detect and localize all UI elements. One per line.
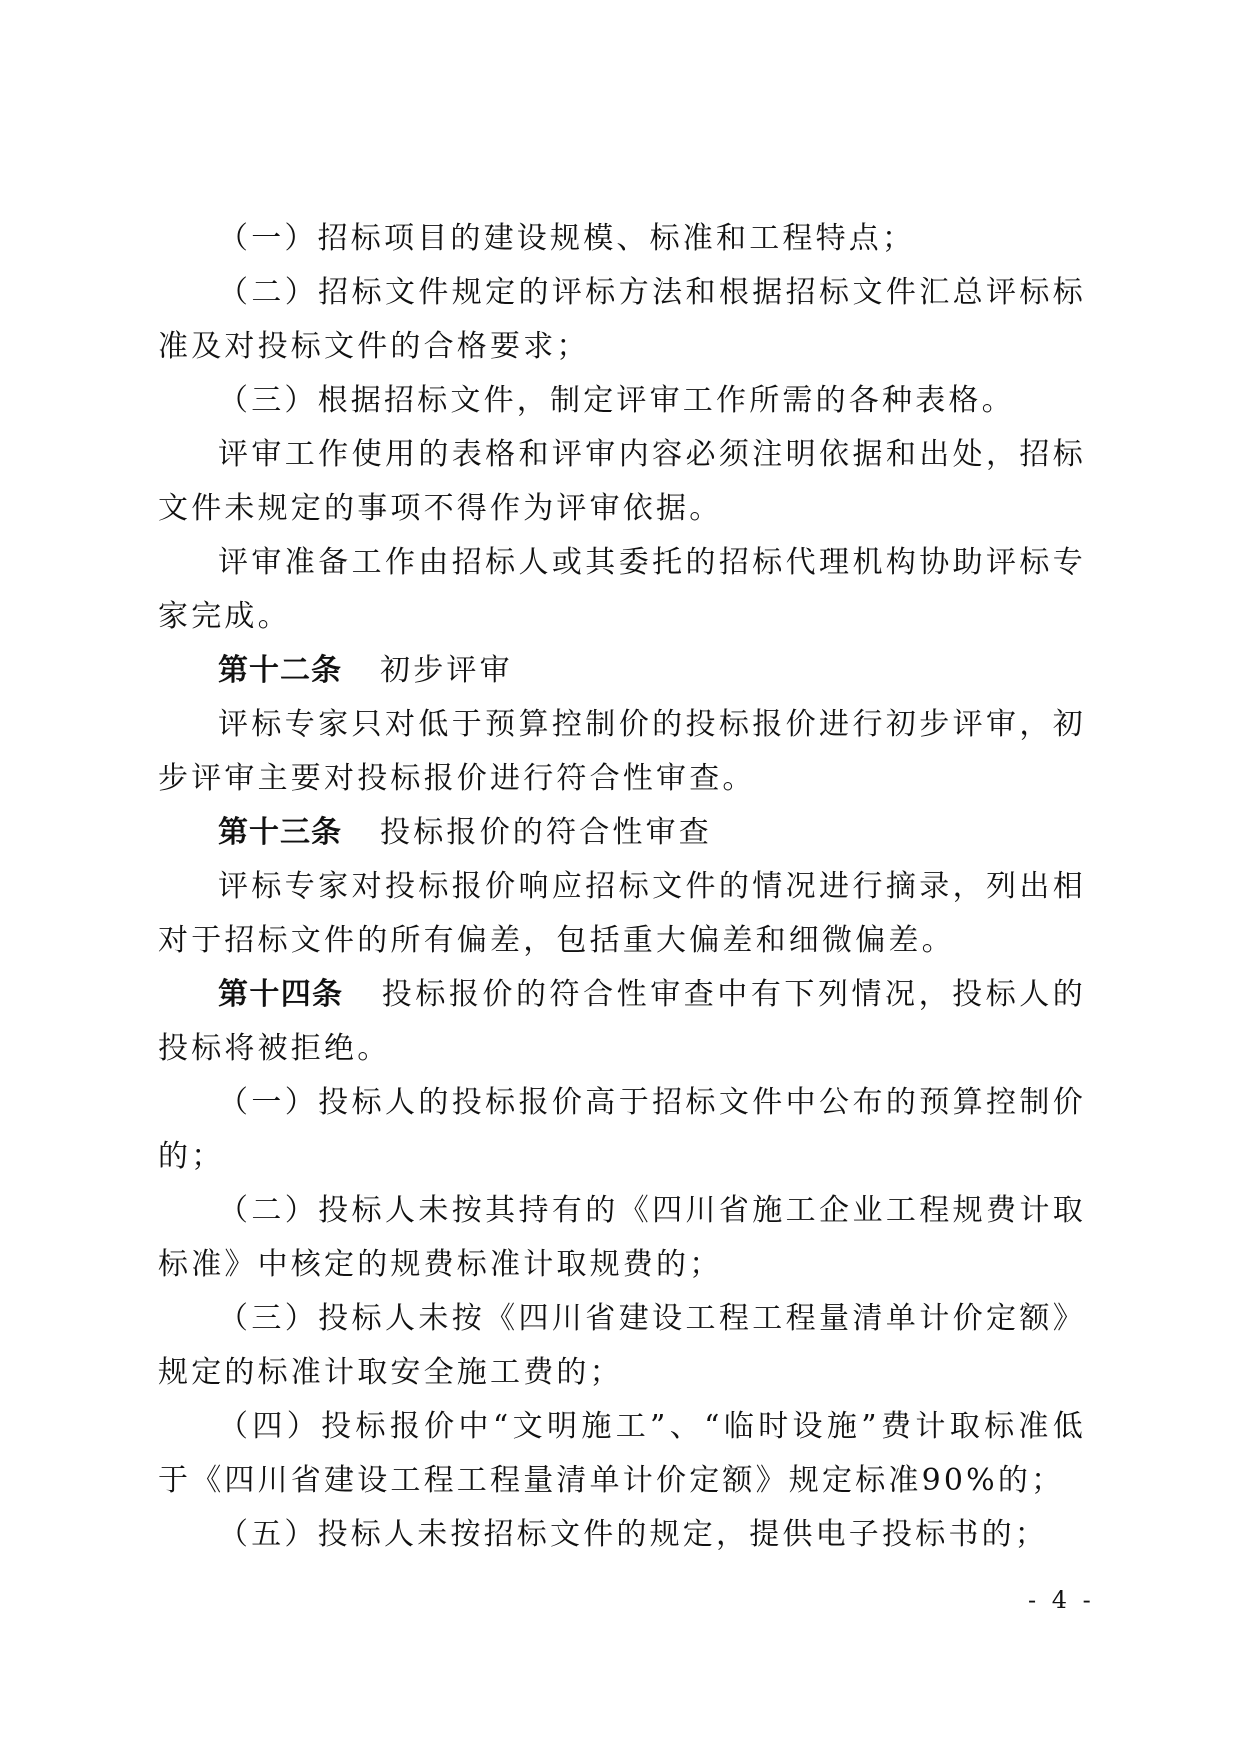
rejection-item-3: （三）投标人未按《四川省建设工程工程量清单计价定额》规定的标准计取安全施工费的； xyxy=(158,1301,1086,1390)
rejection-item-2: （二）投标人未按其持有的《四川省施工企业工程规费计取标准》中核定的规费标准计取规费的； xyxy=(158,1193,1086,1282)
article-13-heading: 第十三条 xyxy=(218,815,342,850)
rejection-item-1: （一）投标人的投标报价高于招标文件中公布的预算控制价的； xyxy=(158,1085,1086,1174)
rejection-item-4: （四）投标报价中“文明施工”、“临时设施”费计取标准低于《四川省建设工程工程量清单计价定额》规定标准90%的； xyxy=(158,1409,1086,1498)
paragraph-review-basis: 评审工作使用的表格和评审内容必须注明依据和出处，招标文件未规定的事项不得作为评审依据。 xyxy=(158,437,1086,526)
article-12 xyxy=(158,644,1086,698)
paragraph-conformity-review: 评标专家对投标报价响应招标文件的情况进行摘录，列出相对于招标文件的所有偏差，包括重大偏差和细微偏差。 xyxy=(158,869,1086,958)
paragraph-review-prep: 评审准备工作由招标人或其委托的招标代理机构协助评标专家完成。 xyxy=(158,545,1086,634)
article-13 xyxy=(158,806,1086,860)
article-12-heading: 第十二条 xyxy=(218,653,342,688)
body-text xyxy=(158,212,1086,1562)
article-14-title: 投标报价的符合性审查中有下列情况，投标人的投标将被拒绝。 xyxy=(158,977,1087,1066)
rejection-item-5: （五）投标人未按招标文件的规定，提供电子投标书的； xyxy=(218,1517,1048,1552)
paragraph-item-3: （三）根据招标文件，制定评审工作所需的各种表格。 xyxy=(218,383,1015,418)
page-number: - 4 - xyxy=(1028,1586,1095,1614)
paragraph-item-1: （一）招标项目的建设规模、标准和工程特点； xyxy=(218,221,916,256)
article-14-heading: 第十四条 xyxy=(218,977,344,1012)
paragraph-preliminary-review: 评标专家只对低于预算控制价的投标报价进行初步评审，初步评审主要对投标报价进行符合性审查。 xyxy=(158,707,1086,796)
paragraph-item-2: （二）招标文件规定的评标方法和根据招标文件汇总评标标准及对投标文件的合格要求； xyxy=(158,275,1086,364)
article-12-title: 初步评审 xyxy=(380,653,513,688)
article-14 xyxy=(158,968,1086,1076)
article-13-title: 投标报价的符合性审查 xyxy=(380,815,712,850)
